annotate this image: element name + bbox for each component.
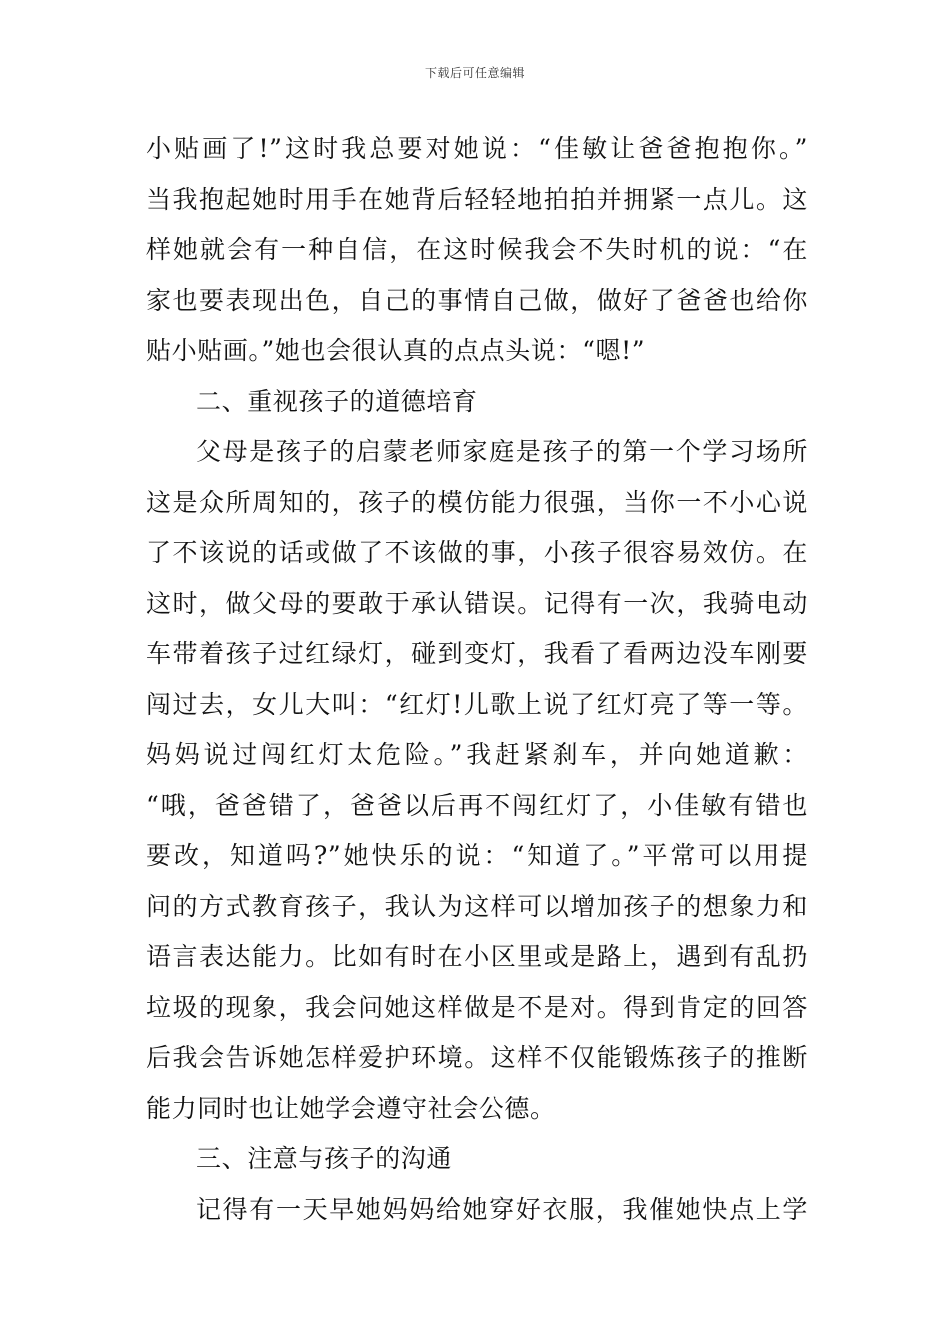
page-header: 下载后可任意编辑 — [424, 66, 525, 80]
text-line: 贴小贴画。”她也会很认真的点点头说：“嗯!” — [146, 336, 646, 365]
text-line: “哦，爸爸错了，爸爸以后再不闯红灯了，小佳敏有错也 — [146, 790, 808, 820]
text-line: 能力同时也让她学会遵守社会公德。 — [146, 1093, 556, 1123]
text-line: 车带着孩子过红绿灯，碰到变灯，我看了看两边没车刚要 — [146, 639, 808, 668]
text-line: 妈妈说过闯红灯太危险。”我赶紧刹车，并向她道歉： — [146, 740, 808, 769]
document-body — [146, 124, 808, 1235]
text-line: 问的方式教育孩子，我认为这样可以增加孩子的想象力和 — [146, 891, 808, 921]
text-line: 当我抱起她时用手在她背后轻轻地拍拍并拥紧一点儿。这 — [146, 184, 808, 214]
text-line: 小贴画了!”这时我总要对她说：“佳敏让爸爸抱抱你。” — [146, 134, 808, 163]
text-line: 这是众所周知的，孩子的模仿能力很强，当你一不小心说 — [146, 487, 808, 517]
text-line: 记得有一天早她妈妈给她穿好衣服，我催她快点上学 — [196, 1194, 808, 1224]
text-line: 闯过去，女儿大叫：“红灯!儿歌上说了红灯亮了等一等。 — [146, 689, 808, 719]
text-line: 这时，做父母的要敢于承认错误。记得有一次，我骑电动 — [146, 588, 808, 618]
text-line: 要改，知道吗?”她快乐的说：“知道了。”平常可以用提 — [146, 841, 808, 870]
text-line: 父母是孩子的启蒙老师家庭是孩子的第一个学习场所 — [196, 437, 808, 466]
text-line: 二、重视孩子的道德培育 — [196, 386, 478, 416]
text-line: 后我会告诉她怎样爱护环境。这样不仅能锻炼孩子的推断 — [146, 1043, 808, 1072]
text-line: 样她就会有一种自信，在这时候我会不失时机的说：“在 — [146, 235, 808, 264]
text-line: 了不该说的话或做了不该做的事，小孩子很容易效仿。在 — [146, 538, 808, 567]
text-line: 语言表达能力。比如有时在小区里或是路上，遇到有乱扔 — [146, 942, 808, 971]
text-line: 垃圾的现象，我会问她这样做是不是对。得到肯定的回答 — [146, 992, 808, 1022]
text-line: 家也要表现出色，自己的事情自己做，做好了爸爸也给你 — [146, 285, 808, 315]
text-line: 三、注意与孩子的沟通 — [196, 1144, 453, 1173]
